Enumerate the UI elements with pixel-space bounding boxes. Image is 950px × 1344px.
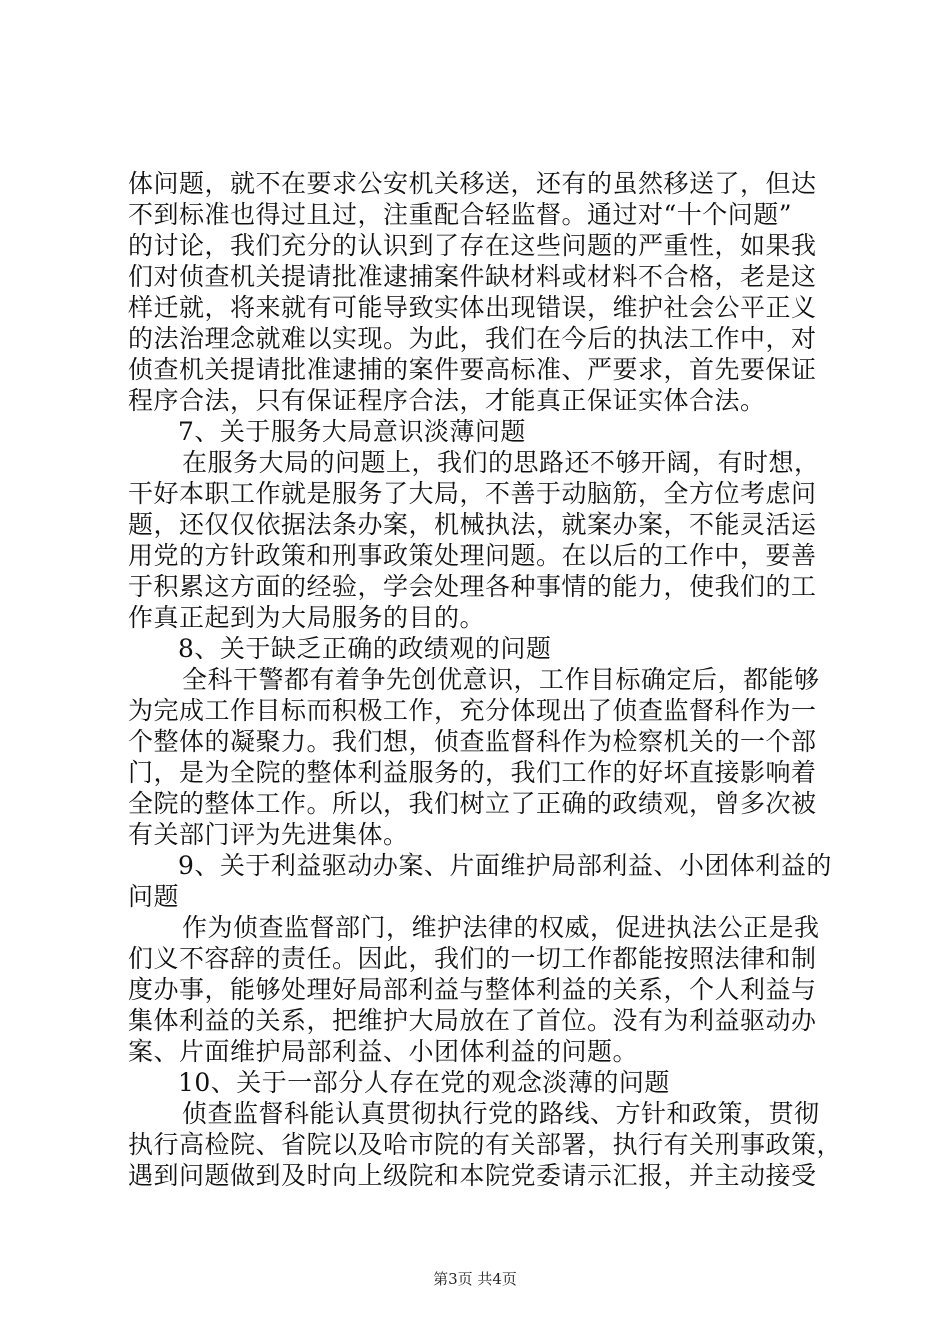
text-line: 样迁就，将来就有可能导致实体出现错误，维护社会公平正义	[128, 293, 817, 322]
text-line: 程序合法，只有保证程序合法，才能真正保证实体合法。	[128, 386, 766, 415]
text-line: 问题	[128, 882, 180, 911]
text-line: 们对侦查机关提请批准逮捕案件缺材料或材料不合格，老是这	[128, 262, 817, 291]
text-line: 于积累这方面的经验，学会处理各种事情的能力，使我们的工	[128, 572, 817, 601]
text-line: 用党的方针政策和刑事政策处理问题。在以后的工作中，要善	[128, 541, 817, 570]
section-heading: 10、关于一部分人存在党的观念淡薄的问题	[178, 1068, 670, 1097]
section-heading: 7、关于服务大局意识淡薄问题	[178, 417, 526, 446]
text-line: 干好本职工作就是服务了大局，不善于动脑筋，全方位考虑问	[128, 479, 817, 508]
text-line: 作为侦查监督部门，维护法律的权威，促进执法公正是我	[182, 913, 820, 942]
page-footer	[0, 1268, 950, 1289]
text-line: 门，是为全院的整体利益服务的，我们工作的好坏直接影响着	[128, 758, 817, 787]
text-line: 个整体的凝聚力。我们想，侦查监督科作为检察机关的一个部	[128, 727, 817, 756]
text-line: 题，还仅仅依据法条办案，机械执法，就案办案，不能灵活运	[128, 510, 817, 539]
text-line: 集体利益的关系，把维护大局放在了首位。没有为利益驱动办	[128, 1006, 817, 1035]
section-heading: 9、关于利益驱动办案、片面维护局部利益、小团体利益的	[178, 851, 832, 880]
text-line: 全院的整体工作。所以，我们树立了正确的政绩观，曾多次被	[128, 789, 817, 818]
text-line: 案、片面维护局部利益、小团体利益的问题。	[128, 1037, 639, 1066]
text-line: 们义不容辞的责任。因此，我们的一切工作都能按照法律和制	[128, 944, 817, 973]
text-line: 作真正起到为大局服务的目的。	[128, 603, 486, 632]
text-line: 有关部门评为先进集体。	[128, 820, 409, 849]
text-line: 侦查机关提请批准逮捕的案件要高标准、严要求，首先要保证	[128, 355, 817, 384]
section-heading: 8、关于缺乏正确的政绩观的问题	[178, 634, 552, 663]
text-line: 在服务大局的问题上，我们的思路还不够开阔，有时想，	[182, 448, 820, 477]
text-line: 的法治理念就难以实现。为此，我们在今后的执法工作中，对	[128, 324, 817, 353]
document-body	[128, 168, 843, 1191]
text-line: 执行高检院、省院以及哈市院的有关部署，执行有关刑事政策，	[128, 1130, 843, 1159]
text-line: 度办事，能够处理好局部利益与整体利益的关系，个人利益与	[128, 975, 817, 1004]
page-number: 第3页 共4页	[433, 1270, 517, 1288]
text-line: 体问题，就不在要求公安机关移送，还有的虽然移送了，但达	[128, 169, 817, 198]
text-line: 为完成工作目标而积极工作，充分体现出了侦查监督科作为一	[128, 696, 817, 725]
text-line: 不到标准也得过且过，注重配合轻监督。通过对“十个问题”	[128, 200, 793, 229]
text-line: 遇到问题做到及时向上级院和本院党委请示汇报，并主动接受	[128, 1161, 817, 1190]
text-line: 侦查监督科能认真贯彻执行党的路线、方针和政策，贯彻	[182, 1099, 820, 1128]
text-line: 的讨论，我们充分的认识到了存在这些问题的严重性，如果我	[128, 231, 817, 260]
text-line: 全科干警都有着争先创优意识，工作目标确定后，都能够	[182, 665, 820, 694]
